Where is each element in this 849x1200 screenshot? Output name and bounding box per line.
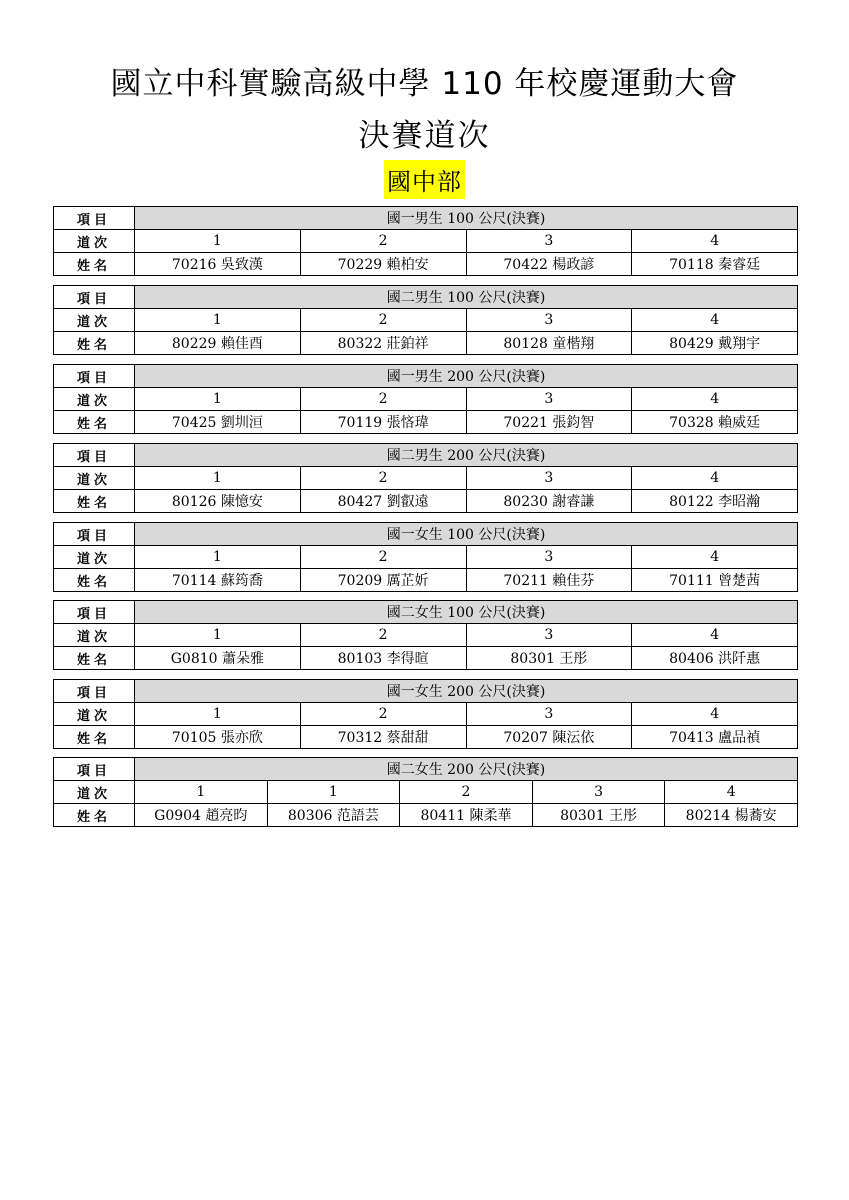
event-title-row <box>54 444 798 467</box>
name-label: 姓名 <box>54 411 135 434</box>
athlete-name: 80214 楊蕎安 <box>665 804 798 827</box>
event-title-row <box>54 286 798 309</box>
lane-number: 4 <box>632 309 798 332</box>
lane-row <box>54 230 798 253</box>
lane-row <box>54 467 798 490</box>
athlete-name: 80301 王彤 <box>466 647 632 670</box>
event-title: 國二女生 100 公尺(決賽) <box>135 601 798 624</box>
athlete-name: 80128 童楷翔 <box>466 332 632 355</box>
athlete-name: 70118 秦睿廷 <box>632 253 798 276</box>
lane-label: 道次 <box>54 781 135 804</box>
lane-row <box>54 309 798 332</box>
lane-number: 3 <box>466 467 632 490</box>
athlete-name: 70229 賴柏安 <box>300 253 466 276</box>
athlete-name: 70105 張亦欣 <box>135 726 301 749</box>
athlete-name: 80230 謝睿謙 <box>466 490 632 513</box>
event-table <box>53 522 798 592</box>
athlete-name: 70114 蘇筠喬 <box>135 569 301 592</box>
event-title-row <box>54 207 798 230</box>
event-title: 國二男生 200 公尺(決賽) <box>135 444 798 467</box>
event-title: 國二男生 100 公尺(決賽) <box>135 286 798 309</box>
name-label: 姓名 <box>54 332 135 355</box>
name-row <box>54 332 798 355</box>
lane-row <box>54 388 798 411</box>
lane-number: 2 <box>400 781 533 804</box>
lane-number: 2 <box>300 624 466 647</box>
lane-number: 3 <box>466 624 632 647</box>
athlete-name: 80229 賴佳酉 <box>135 332 301 355</box>
event-table <box>53 600 798 670</box>
lane-number: 1 <box>135 624 301 647</box>
name-row <box>54 490 798 513</box>
document-title: 國立中科實驗高級中學 110 年校慶運動大會 <box>110 66 739 102</box>
athlete-name: 80306 范語芸 <box>267 804 400 827</box>
lane-label: 道次 <box>54 624 135 647</box>
lane-number: 4 <box>665 781 798 804</box>
athlete-name: 70111 曾楚茜 <box>632 569 798 592</box>
event-label: 項目 <box>54 286 135 309</box>
lane-label: 道次 <box>54 230 135 253</box>
event-title-row <box>54 758 798 781</box>
event-title-row <box>54 365 798 388</box>
athlete-name: 70422 楊政諺 <box>466 253 632 276</box>
lane-number: 1 <box>135 309 301 332</box>
lane-number: 3 <box>532 781 665 804</box>
lane-label: 道次 <box>54 388 135 411</box>
event-label: 項目 <box>54 207 135 230</box>
lane-row <box>54 546 798 569</box>
event-table <box>53 285 798 355</box>
lane-number: 1 <box>135 703 301 726</box>
lane-row <box>54 703 798 726</box>
athlete-name: 70209 厲芷妡 <box>300 569 466 592</box>
athlete-name: 80429 戴翔宇 <box>632 332 798 355</box>
athlete-name: G0810 蕭朵雅 <box>135 647 301 670</box>
name-label: 姓名 <box>54 726 135 749</box>
lane-number: 3 <box>466 703 632 726</box>
lane-number: 2 <box>300 703 466 726</box>
name-label: 姓名 <box>54 569 135 592</box>
athlete-name: 80126 陳憶安 <box>135 490 301 513</box>
event-title: 國一男生 200 公尺(決賽) <box>135 365 798 388</box>
lane-number: 1 <box>135 388 301 411</box>
athlete-name: 70216 吳致漢 <box>135 253 301 276</box>
athlete-name: 80122 李昭瀚 <box>632 490 798 513</box>
event-title: 國一女生 200 公尺(決賽) <box>135 680 798 703</box>
lane-number: 1 <box>135 546 301 569</box>
lane-number: 4 <box>632 230 798 253</box>
event-label: 項目 <box>54 444 135 467</box>
event-table <box>53 206 798 276</box>
lane-label: 道次 <box>54 546 135 569</box>
lane-number: 1 <box>135 467 301 490</box>
athlete-name: 70207 陳沄依 <box>466 726 632 749</box>
lane-number: 2 <box>300 230 466 253</box>
lane-number: 3 <box>466 309 632 332</box>
name-row <box>54 647 798 670</box>
event-title: 國一男生 100 公尺(決賽) <box>135 207 798 230</box>
athlete-name: 80411 陳柔華 <box>400 804 533 827</box>
athlete-name: 70328 賴威廷 <box>632 411 798 434</box>
lane-number: 2 <box>300 546 466 569</box>
athlete-name: G0904 趙亮昀 <box>135 804 268 827</box>
lane-number: 4 <box>632 703 798 726</box>
lane-number: 4 <box>632 546 798 569</box>
athlete-name: 70312 蔡甜甜 <box>300 726 466 749</box>
name-row <box>54 804 798 827</box>
event-table <box>53 443 798 513</box>
event-title: 國二女生 200 公尺(決賽) <box>135 758 798 781</box>
event-title-row <box>54 680 798 703</box>
lane-number: 1 <box>135 781 268 804</box>
event-table <box>53 364 798 434</box>
event-table <box>53 757 798 827</box>
event-label: 項目 <box>54 523 135 546</box>
name-row <box>54 411 798 434</box>
name-label: 姓名 <box>54 647 135 670</box>
athlete-name: 70119 張悋瑋 <box>300 411 466 434</box>
athlete-name: 70413 盧品禎 <box>632 726 798 749</box>
event-label: 項目 <box>54 680 135 703</box>
lane-number: 4 <box>632 388 798 411</box>
lane-number: 1 <box>135 230 301 253</box>
athlete-name: 80322 莊鉑祥 <box>300 332 466 355</box>
event-title-row <box>54 523 798 546</box>
athlete-name: 80301 王彤 <box>532 804 665 827</box>
lane-number: 2 <box>300 467 466 490</box>
section-heading: 國中部 <box>384 160 465 199</box>
event-label: 項目 <box>54 758 135 781</box>
athlete-name: 80427 劉叡遠 <box>300 490 466 513</box>
lane-label: 道次 <box>54 703 135 726</box>
lane-number: 4 <box>632 467 798 490</box>
name-row <box>54 726 798 749</box>
lane-number: 2 <box>300 388 466 411</box>
athlete-name: 80103 李得暄 <box>300 647 466 670</box>
lane-number: 1 <box>267 781 400 804</box>
lane-row <box>54 781 798 804</box>
lane-number: 3 <box>466 546 632 569</box>
name-label: 姓名 <box>54 490 135 513</box>
event-title: 國一女生 100 公尺(決賽) <box>135 523 798 546</box>
athlete-name: 80406 洪阡惠 <box>632 647 798 670</box>
event-label: 項目 <box>54 365 135 388</box>
athlete-name: 70425 劉圳洹 <box>135 411 301 434</box>
name-row <box>54 253 798 276</box>
athlete-name: 70221 張鈞智 <box>466 411 632 434</box>
lane-row <box>54 624 798 647</box>
document-subtitle: 決賽道次 <box>358 118 491 154</box>
athlete-name: 70211 賴佳芬 <box>466 569 632 592</box>
name-label: 姓名 <box>54 253 135 276</box>
event-table <box>53 679 798 749</box>
event-title-row <box>54 601 798 624</box>
event-label: 項目 <box>54 601 135 624</box>
lane-number: 3 <box>466 388 632 411</box>
lane-number: 4 <box>632 624 798 647</box>
name-label: 姓名 <box>54 804 135 827</box>
lane-label: 道次 <box>54 309 135 332</box>
lane-label: 道次 <box>54 467 135 490</box>
name-row <box>54 569 798 592</box>
lane-number: 3 <box>466 230 632 253</box>
section-heading-wrap <box>0 160 849 199</box>
lane-number: 2 <box>300 309 466 332</box>
